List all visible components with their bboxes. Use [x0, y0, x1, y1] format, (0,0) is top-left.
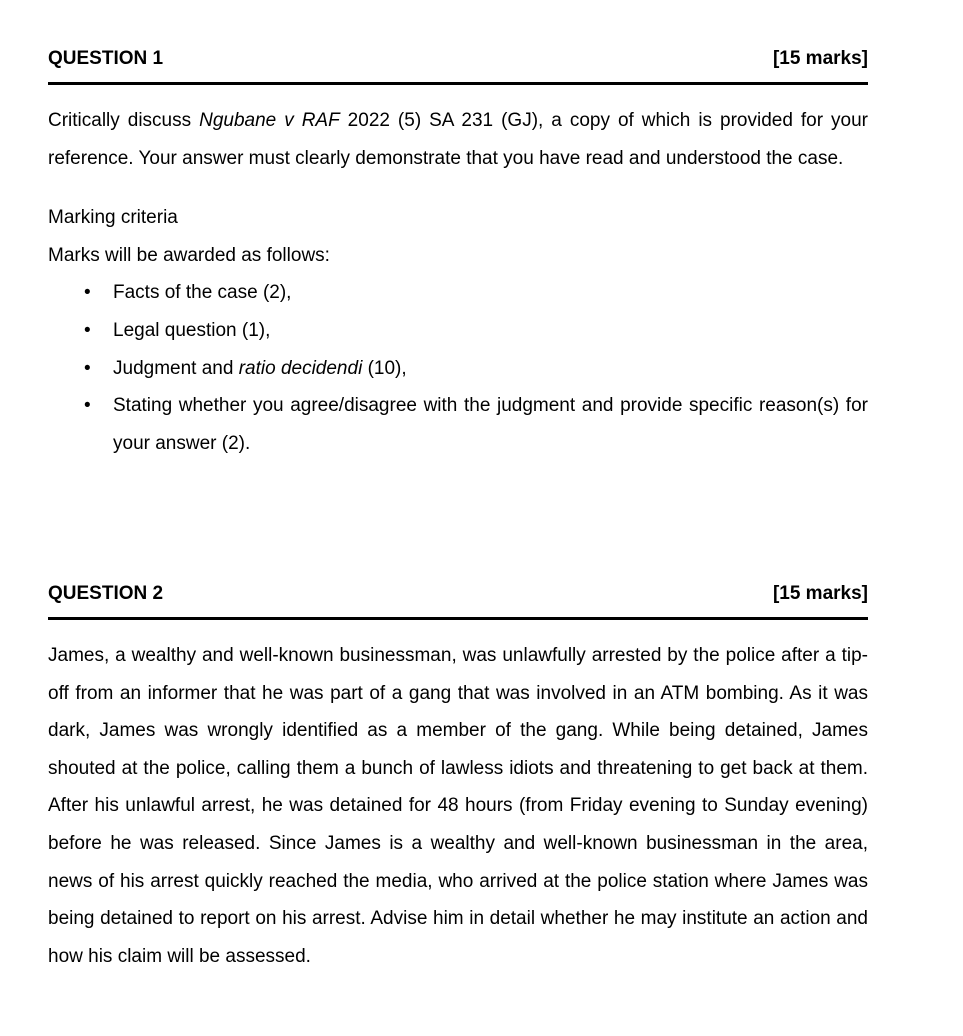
- question-2-marks: [15 marks]: [772, 583, 868, 604]
- list-item-text-part-1: Stating whether you agree/disagree with the judgment and provide specific reason(s) for your answer (2).: [113, 395, 868, 454]
- question-2-header: [48, 583, 868, 605]
- list-item-text-part-1: Judgment and: [113, 357, 239, 379]
- question-2-scenario: James, a wealthy and well-known businessman, was unlawfully arrested by the police after a tip-off from an informer that he was part of a gang that was involved in an ATM bombing. As it was dark, James was wrongly identified as a member of the gang. While being detained, James shouted at the police, calling them a bunch of lawless idiots and threatening to get back at them. After his unlawful arrest, he was detained for 48 hours (from Friday evening to Sunday evening) before he was released. Since James is a wealthy and well-known businessman in the area, news of his arrest quickly reached the media, who arrived at the police station where James was being detained to report on his arrest. Advise him in detail whether he may institute an action and how his claim will be assessed.: [48, 645, 868, 967]
- list-item-text-part-1: Facts of the case (2),: [113, 282, 292, 304]
- list-item: [48, 387, 868, 462]
- bullet-icon: •: [84, 357, 91, 379]
- marking-criteria-heading: Marking criteria: [48, 207, 178, 229]
- list-item-text-part-1: Legal question (1),: [113, 319, 271, 341]
- bullet-icon: •: [84, 319, 91, 341]
- bullet-icon: •: [84, 395, 91, 417]
- list-item: [48, 312, 868, 350]
- question-1-divider: [48, 82, 868, 85]
- instruction-text-after-case-name: 2022 (5) SA 231 (GJ), a copy of which is provided for your reference. Your answer must clearly demonstrate that you have read and understood the case.: [48, 110, 869, 169]
- list-item-text: [113, 387, 868, 462]
- question-1-marks: [15 marks]: [772, 48, 868, 69]
- case-citation-name: Ngubane v RAF: [199, 110, 340, 131]
- list-item: [48, 350, 868, 388]
- question-2-section: [48, 583, 868, 975]
- list-item-text: [113, 350, 868, 388]
- list-item: [48, 274, 868, 312]
- list-item-text: [113, 312, 868, 350]
- question-2-divider: [48, 617, 868, 620]
- marking-criteria-list: [48, 274, 868, 462]
- marking-criteria-lead: Marks will be awarded as follows:: [48, 244, 330, 266]
- list-item-text: [113, 274, 868, 312]
- list-item-italic-part: ratio decidendi: [238, 357, 363, 379]
- question-2-title: QUESTION 2: [48, 583, 164, 604]
- question-1-header: [48, 48, 868, 70]
- question-1-title: QUESTION 1: [48, 48, 164, 69]
- instruction-text-before-case-name: Critically discuss: [48, 110, 200, 131]
- list-item-text-part-2: (10),: [362, 357, 407, 379]
- bullet-icon: •: [84, 282, 91, 304]
- paragraph-spacer: [48, 177, 868, 199]
- question-1-section: [48, 48, 868, 462]
- question-1-instruction: [48, 102, 868, 177]
